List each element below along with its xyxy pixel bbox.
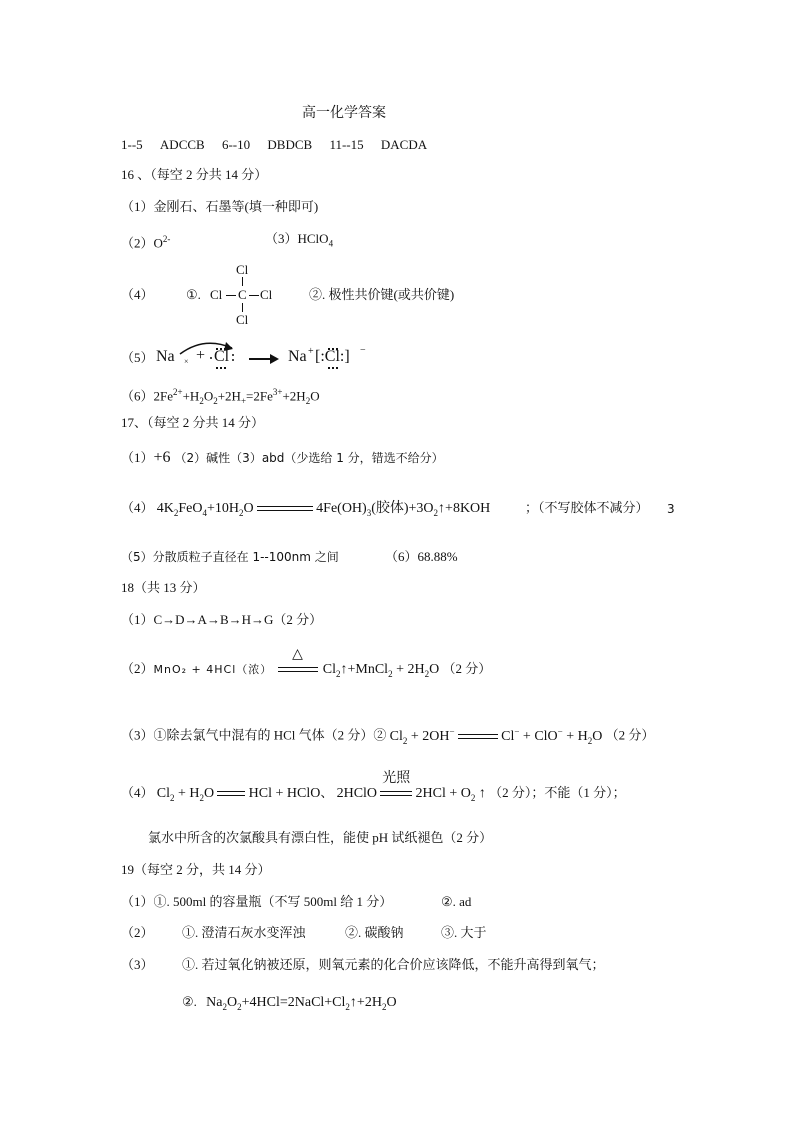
light-equals-sign: 光照 [380, 787, 412, 801]
q16-answer-2: $(2)O^{2-}$ [121, 234, 171, 251]
q19-answer-1-2: ②. ad [441, 894, 472, 909]
mc-answer-3: DACDA [380, 137, 428, 152]
q19-answer-3-2: ②. $Na_2O_2+4HCl=2NaCl+Cl_2↑+2H_2O$ [182, 994, 397, 1012]
q17-answer-4: （4） $4K_2FeO_4+10H_2O$ $4Fe(OH)_3$(胶体)$+3O_2↑+8KOH$ [121, 500, 491, 518]
q17-answer-6: （6）68.88% [385, 549, 458, 564]
q18-header: 18（共 13 分） [121, 580, 206, 595]
q17-answer-1: （1）+6 （2）碱性（3）abd（少选给 1 分，错选不给分） [121, 449, 444, 466]
equals-sign [217, 787, 245, 801]
q17-header: 17、（每空 2 分共 14 分） [121, 415, 265, 430]
mc-range-2: 6--10 [221, 137, 251, 152]
q19-answer-3-1: ①. 若过氧化钠被还原，则氧元素的化合价应该降低，不能升高得到氧气； [182, 957, 605, 972]
q18-answer-1: （1）C→D→A→B→H→G（2 分） [121, 612, 323, 627]
q19-answer-1: （1）①. 500ml 的容量瓶（不写 500ml 给 1 分） [121, 894, 393, 909]
q16-header: 16 、（每空 2 分共 14 分） [121, 167, 268, 182]
q19-answer-3-label: （3） [121, 957, 154, 972]
page-title: 高一化学答案 [302, 106, 386, 121]
q16-answer-3: （3）HClO$_4$ [265, 231, 334, 249]
q16-answer-4-bond: ②. 极性共价键(或共价键) [309, 287, 455, 302]
q19-answer-2-1: ①. 澄清石灰水变浑浊 [182, 925, 306, 940]
q18-answer-4-reason: 氯水中所含的次氯酸具有漂白性，能使 pH 试纸褪色（2 分） [148, 830, 493, 845]
q18-answer-2: （2）MnO₂ + 4HCl（浓） △ $Cl_2↑+MnCl_2 + 2H_2O$ （2 分） [121, 647, 492, 679]
q18-answer-3: （3）①除去氯气中混有的 HCl 气体（2 分）② $Cl_2 + 2OH^-$ $Cl^- + ClO^- + H_2O$ （2 分） [121, 726, 655, 746]
q16-answer-6: $(6)2Fe^{2+}+H_2O_2+2H_+=2Fe^{3+}+2H_2O$ [121, 387, 320, 406]
q17-answer-4-num: 3 [667, 502, 675, 516]
heated-equals-sign: △ [278, 663, 318, 677]
reaction-arrow-icon [249, 354, 279, 364]
mc-answer-1: ADCCB [159, 137, 205, 152]
q16-answer-4-label: （4） [121, 287, 154, 302]
q18-answer-4: （4） $Cl_2 + H_2O$ HCl + HClO、 2HClO 光照 $2HCl + O_2$ ↑ （2 分）；不能（1 分）； [121, 771, 626, 803]
q17-answer-4-note: ；（不写胶体不减分） [525, 500, 649, 515]
ccl4-structure: Cl Cl C Cl Cl [210, 262, 273, 327]
equals-sign [257, 502, 313, 516]
nacl-formation-diagram: Na × + Cl Na + [:Cl:] − [156, 336, 376, 376]
mc-answer-2: DBDCB [267, 137, 313, 152]
q16-answer-1: （1）金刚石、石墨等(填一种即可) [121, 199, 319, 214]
mc-range-3: 11--15 [329, 137, 364, 152]
q19-answer-2-2: ②. 碳酸钠 [345, 925, 404, 940]
mc-range-1: 1--5 [121, 137, 143, 152]
q19-answer-2-3: ③. 大于 [441, 925, 487, 940]
q17-answer-5: （5）分散质粒子直径在 1--100nm 之间 [121, 550, 339, 564]
equals-sign [458, 730, 498, 744]
q19-answer-2-label: （2） [121, 925, 154, 940]
q16-answer-5-label: （5） [121, 350, 154, 365]
mc-answers-row [121, 137, 427, 153]
q19-header: 19（每空 2 分，共 14 分） [121, 862, 271, 877]
q16-answer-4-num: ①. [186, 287, 201, 302]
